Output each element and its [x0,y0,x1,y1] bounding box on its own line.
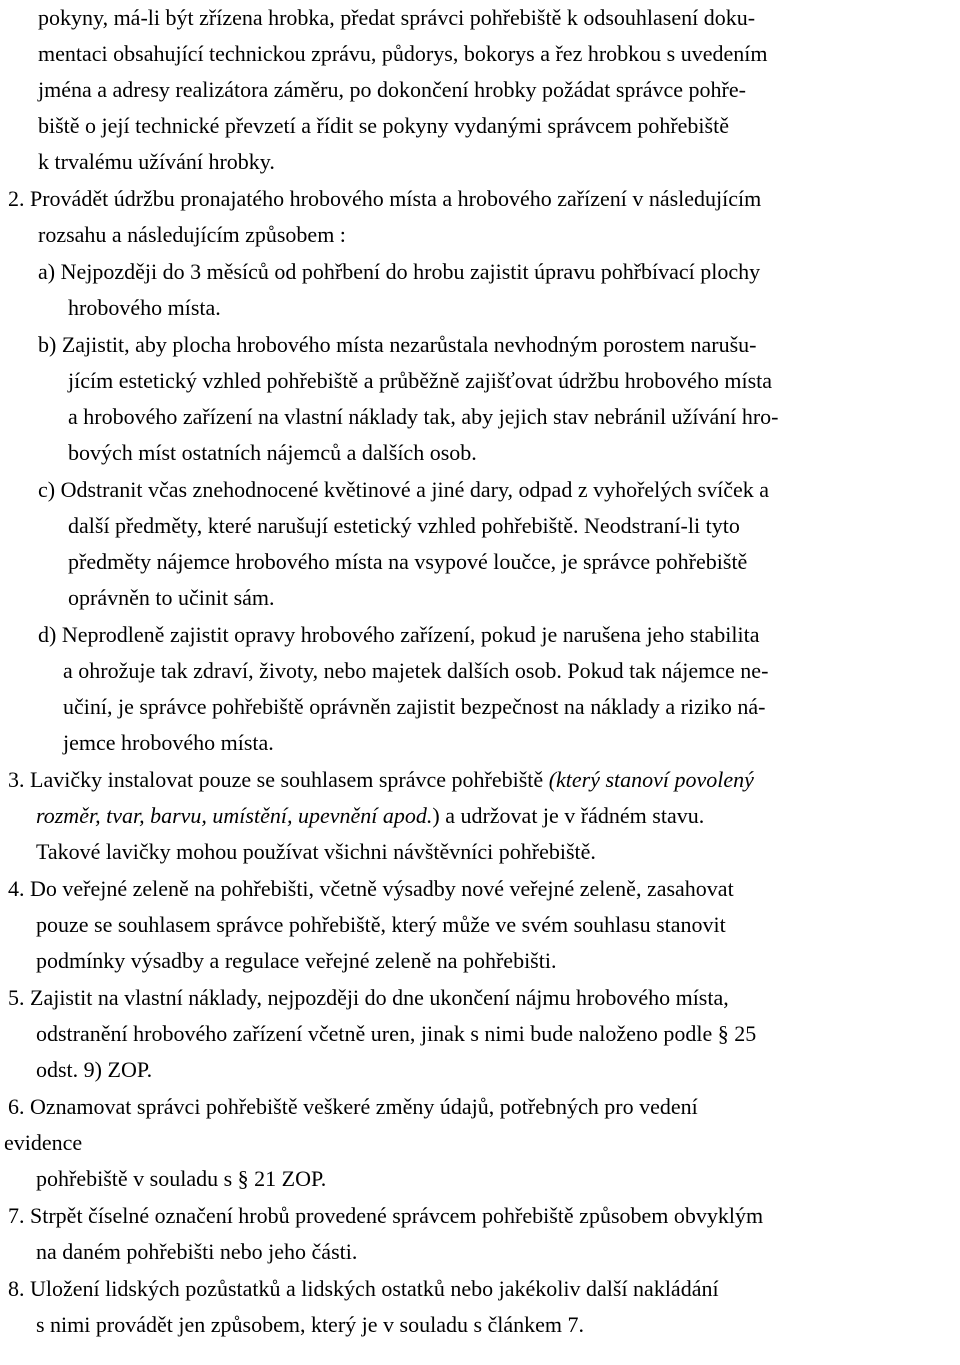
italic-span: (který stanoví povolený [548,767,754,792]
text-line [36,802,704,832]
text-line: oprávněn to učinit sám. [68,585,275,610]
text-span: 3. Lavičky instalovat pouze se souhlasem správce pohřebiště [8,767,549,792]
text-line: s nimi provádět jen způsobem, který je v souladu s článkem 7. [36,1312,585,1337]
text-line: pouze se souhlasem správce pohřebiště, který může ve svém souhlasu stanovit [36,912,726,937]
text-line: pohřebiště v souladu s § 21 ZOP. [36,1166,327,1191]
text-line: jména a adresy realizátora záměru, po dokončení hrobky požádat správce pohře- [38,77,746,102]
list-item-3 [8,766,754,796]
text-line: hrobového místa. [68,295,221,320]
text-line: k trvalému užívání hrobky. [38,149,275,174]
text-line: předměty nájemce hrobového místa na vsypové loučce, je správce pohřebiště [68,549,748,574]
list-item-8: 8. Uložení lidských pozůstatků a lidských ostatků nebo jakékoliv další nakládání [8,1276,719,1301]
text-line: mentaci obsahující technickou zprávu, půdorys, bokorys a řez hrobkou s uvedením [38,41,768,66]
list-item-2: 2. Provádět údržbu pronajatého hrobového místa a hrobového zařízení v následujícím [8,186,762,211]
sub-item-a: a) Nejpozději do 3 měsíců od pohřbení do hrobu zajistit úpravu pohřbívací plochy [38,259,761,284]
text-line: na daném pohřebišti nebo jeho části. [36,1239,358,1264]
text-line: odstranění hrobového zařízení včetně uren, jinak s nimi bude naloženo podle § 25 [36,1021,757,1046]
list-item-7: 7. Strpět číselné označení hrobů provedené správcem pohřebiště způsobem obvyklým [8,1203,764,1228]
text-line: pokyny, má-li být zřízena hrobka, předat správci pohřebiště k odsouhlasení doku- [38,5,756,30]
text-line: a ohrožuje tak zdraví, životy, nebo majetek dalších osob. Pokud tak nájemce ne- [63,658,769,683]
text-line: jícím estetický vzhled pohřebiště a průběžně zajišťovat údržbu hrobového místa [68,368,773,393]
text-line: jemce hrobového místa. [63,730,274,755]
sub-item-d: d) Neprodleně zajistit opravy hrobového zařízení, pokud je narušena jeho stabilita [38,622,760,647]
text-line: bových míst ostatních nájemců a dalších osob. [68,440,477,465]
text-line: biště o její technické převzetí a řídit se pokyny vydanými správcem pohřebiště [38,113,729,138]
text-line: a hrobového zařízení na vlastní náklady tak, aby jejich stav nebránil užívání hro- [68,404,779,429]
list-item-6: 6. Oznamovat správci pohřebiště veškeré změny údajů, potřebných pro vedení [8,1094,698,1119]
text-line: evidence [4,1130,83,1155]
text-line: Takové lavičky mohou používat všichni návštěvníci pohřebiště. [36,839,596,864]
text-line: podmínky výsadby a regulace veřejné zeleně na pohřebišti. [36,948,557,973]
list-item-5: 5. Zajistit na vlastní náklady, nejpozději do dne ukončení nájmu hrobového místa, [8,985,729,1010]
text-span: ) a udržovat je v řádném stavu. [432,803,705,828]
text-line: další předměty, které narušují estetický vzhled pohřebiště. Neodstraní-li tyto [68,513,740,538]
text-line: odst. 9) ZOP. [36,1057,153,1082]
list-item-4: 4. Do veřejné zeleně na pohřebišti, včetně výsadby nové veřejné zeleně, zasahovat [8,876,734,901]
italic-span: rozměr, tvar, barvu, umístění, upevnění apod. [36,803,433,828]
text-line: učiní, je správce pohřebiště oprávněn zajistit bezpečnost na náklady a riziko ná- [63,694,766,719]
text-line: rozsahu a následujícím způsobem : [38,222,346,247]
sub-item-b: b) Zajistit, aby plocha hrobového místa nezarůstala nevhodným porostem narušu- [38,332,757,357]
sub-item-c: c) Odstranit včas znehodnocené květinové a jiné dary, odpad z vyhořelých svíček a [38,477,770,502]
